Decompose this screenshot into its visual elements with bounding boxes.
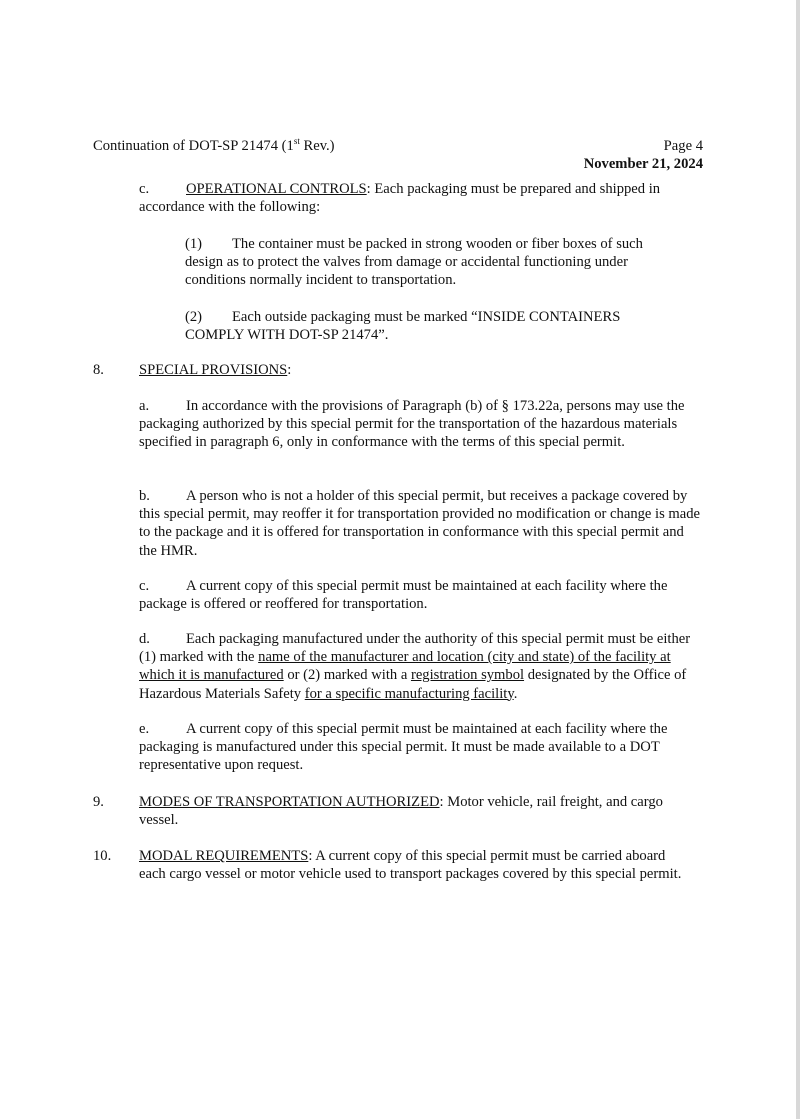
section-title: SPECIAL PROVISIONS: [139, 362, 288, 378]
header-page-info: [584, 137, 703, 173]
paragraph-text: Each packaging manufactured under the authority of this special permit must be either (1) marked with the: [139, 631, 691, 666]
paragraph-8c: [139, 577, 701, 613]
page-number: Page 4: [663, 138, 703, 154]
paragraph-text: : Motor vehicle, rail freight, and cargo vessel.: [139, 794, 663, 829]
issue-date: November 21, 2024: [583, 156, 703, 173]
paragraph-text: A current copy of this special permit must be maintained at each facility where the packaging is manufactured under this special permit. It must be made available to a DOT representative upon request.: [139, 721, 668, 774]
paragraph-8e: [139, 720, 701, 775]
underlined-text: for a specific manufacturing facility: [304, 685, 514, 702]
section-9: [139, 793, 679, 829]
item-number: (2): [185, 309, 203, 325]
item-letter: d.: [139, 631, 150, 647]
header-prefix: Continuation of DOT-SP 21474 (1: [93, 138, 294, 154]
paragraph-text: Each outside packaging must be marked “INSIDE CONTAINERS COMPLY WITH DOT-SP 21474”.: [185, 309, 621, 344]
paragraph-text: .: [513, 685, 518, 702]
section-10: [139, 847, 684, 883]
paragraph-7c-1: [185, 235, 675, 290]
paragraph-8a: [139, 397, 701, 452]
header-suffix: Rev.): [299, 138, 335, 154]
header-superscript: st: [293, 136, 300, 147]
item-letter: e.: [139, 721, 150, 737]
section-title: MODAL REQUIREMENTS: [139, 848, 309, 864]
underlined-text: registration symbol: [410, 667, 525, 684]
paragraph-7c-2: [185, 308, 675, 344]
paragraph-text: : A current copy of this special permit must be carried aboard each cargo vessel or motor vehicle used to transport packages covered by this special permit.: [139, 848, 682, 883]
paragraph-text: : Each packaging must be prepared and shipped in accordance with the following:: [139, 181, 661, 216]
item-letter: c.: [139, 578, 150, 594]
section-8-heading: [139, 361, 701, 379]
header-continuation: [93, 137, 335, 155]
section-title: MODES OF TRANSPORTATION AUTHORIZED: [139, 794, 440, 810]
paragraph-8d: [139, 630, 701, 703]
paragraph-text: or (2) marked with a: [287, 667, 408, 684]
paragraph-text: designated by the Office of Hazardous Materials Safety: [139, 667, 687, 702]
underlined-text: name of the manufacturer and location (city and state) of the facility at which it is manufactured: [139, 649, 671, 684]
item-letter: c.: [139, 181, 150, 197]
section-title: OPERATIONAL CONTROLS: [186, 181, 367, 197]
paragraph-8b: [139, 487, 701, 560]
paragraph-text: A current copy of this special permit must be maintained at each facility where the package is offered or reoffered for transportation.: [139, 578, 668, 613]
section-number-9: 9.: [93, 794, 104, 810]
section-colon: :: [287, 362, 292, 378]
section-number-10: 10.: [93, 848, 112, 864]
item-letter: a.: [139, 398, 150, 414]
item-letter: b.: [139, 488, 150, 504]
paragraph-text: A person who is not a holder of this special permit, but receives a package covered by this special permit, may reoffer it for transportation provided no modification or change is made to the package and it is offered for transportation in conformance with this special permit and the HMR.: [139, 488, 701, 559]
paragraph-text: In accordance with the provisions of Paragraph (b) of § 173.22a, persons may use the packaging authorized by this special permit for the transportation of the hazardous materials specified in paragraph 6, only in conformance with the terms of this special permit.: [139, 398, 685, 451]
page-edge-shadow: [796, 0, 800, 1119]
paragraph-text: The container must be packed in strong wooden or fiber boxes of such design as to protect the valves from damage or accidental functioning under conditions normally incident to transportation.: [185, 236, 643, 289]
paragraph-7c: [139, 180, 701, 216]
section-number-8: 8.: [93, 362, 104, 378]
item-number: (1): [185, 236, 203, 252]
